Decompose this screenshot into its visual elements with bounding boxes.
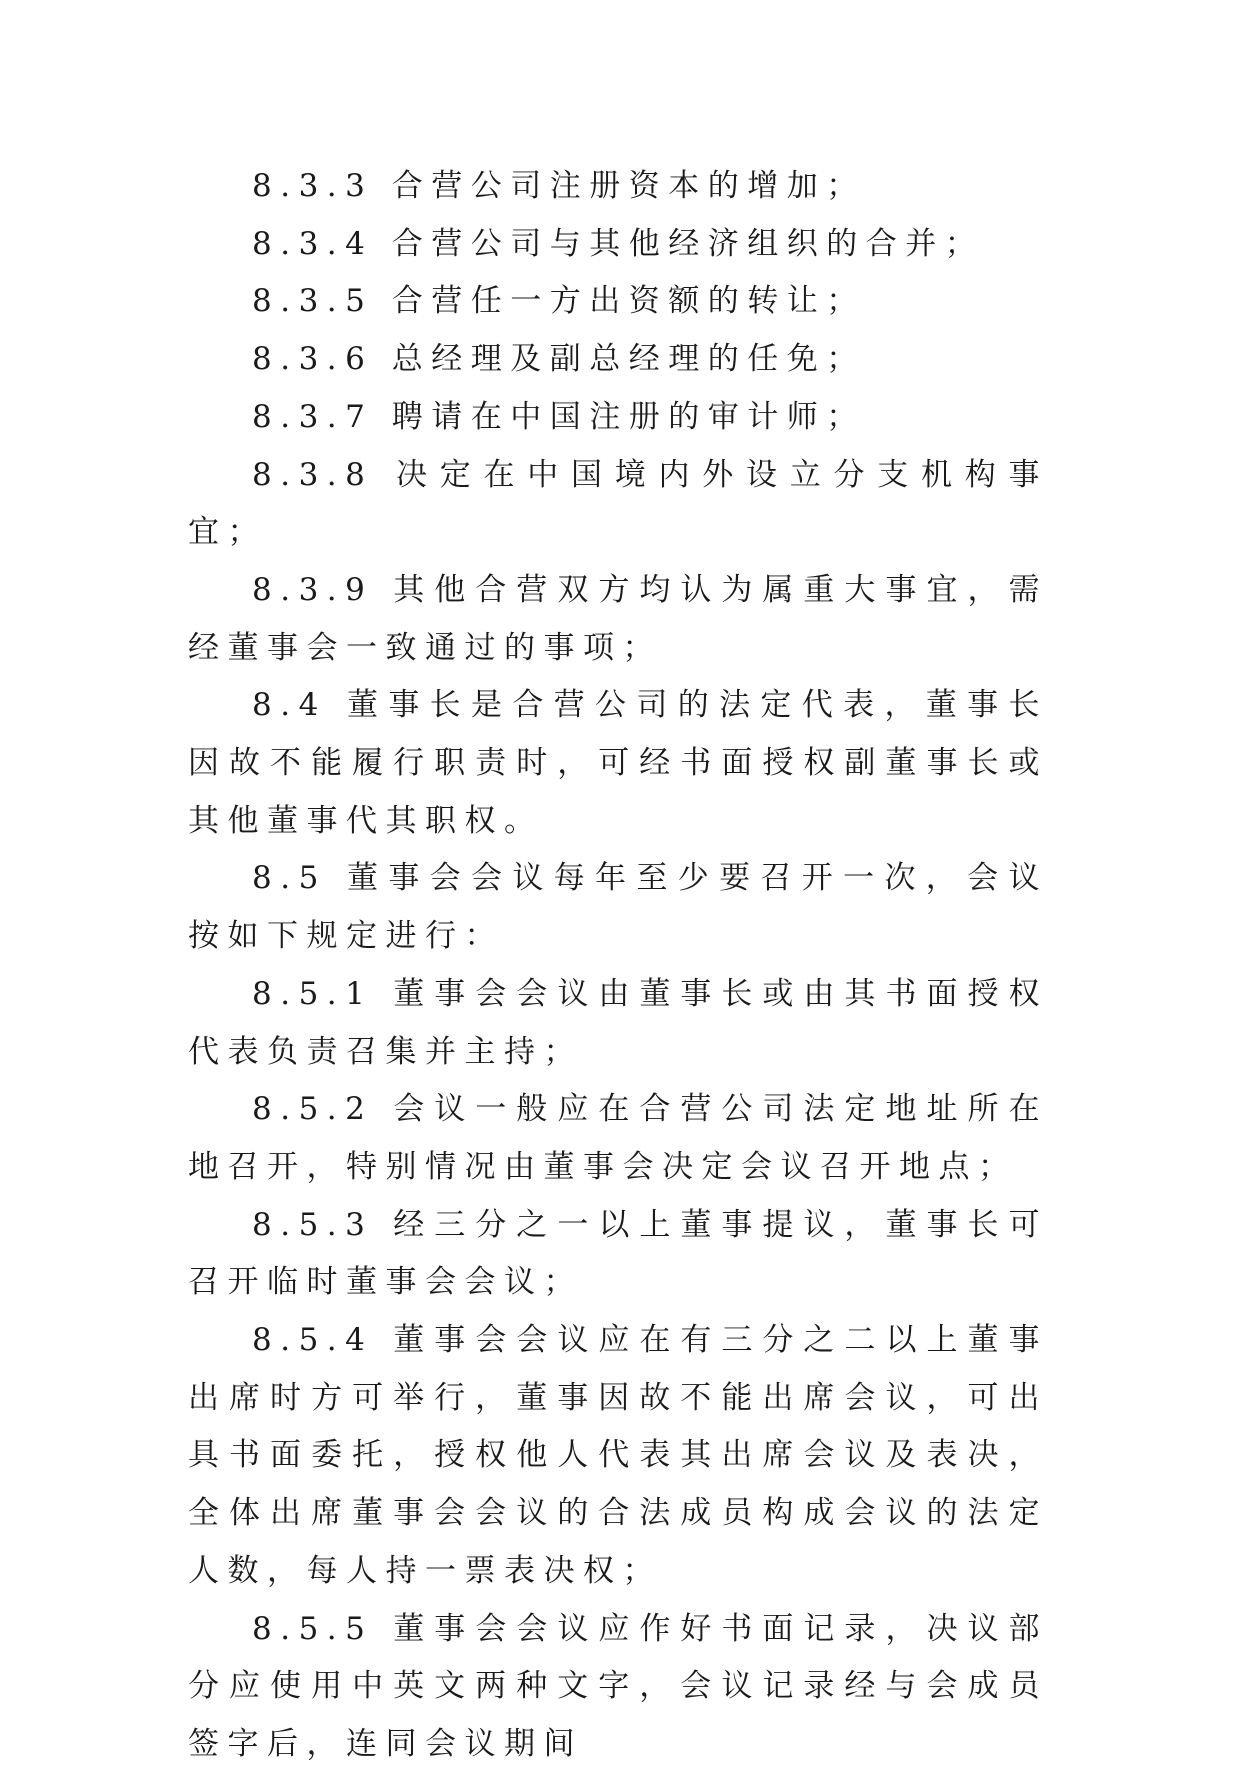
clause-8-3-6: 8.3.6 总经理及副总经理的任免；: [252, 341, 866, 378]
clause-8-5-2: 8.5.2 会议一般应在合营公司法定地址所在地召开，特别情况由董事会决定会议召开地点；: [188, 1091, 1048, 1185]
clause-8-5: 8.5 董事会会议每年至少要召开一次，会议按如下规定进行：: [188, 860, 1048, 955]
clause-8-5-3: 8.5.3 经三分之一以上董事提议，董事长可召开临时董事会会议；: [188, 1206, 1048, 1301]
clause-8-5-1: 8.5.1 董事会会议由董事长或由其书面授权代表负责召集并主持；: [188, 975, 1048, 1070]
clause-8-3-5: 8.3.5 合营任一方出资额的转让；: [252, 283, 866, 320]
clause-8-4: 8.4 董事长是合营公司的法定代表，董事长因故不能履行职责时，可经书面授权副董事长或其他董事代其职权。: [188, 687, 1048, 839]
clause-8-3-8: 8.3.8 决定在中国境内外设立分支机构事宜；: [188, 456, 1048, 551]
clause-8-3-9: 8.3.9 其他合营双方均认为属重大事宜，需经董事会一致通过的事项；: [188, 571, 1048, 666]
document-body: [188, 158, 1048, 1774]
clause-8-5-4: 8.5.4 董事会会议应在有三分之二以上董事出席时方可举行，董事因故不能出席会议，可出具书面委托，授权他人代表其出席会议及表决，全体出席董事会会议的合法成员构成会议的法定人数，每人持一票表决权；: [188, 1322, 1048, 1589]
clause-8-5-5: 8.5.5 董事会会议应作好书面记录，决议部分应使用中英文两种文字，会议记录经与会成员签字后，连同会议期间: [188, 1610, 1048, 1762]
clause-8-3-4: 8.3.4 合营公司与其他经济组织的合并；: [252, 225, 985, 262]
clause-8-3-3: 8.3.3 合营公司注册资本的增加；: [252, 168, 866, 204]
clause-8-3-7: 8.3.7 聘请在中国注册的审计师；: [252, 398, 866, 435]
